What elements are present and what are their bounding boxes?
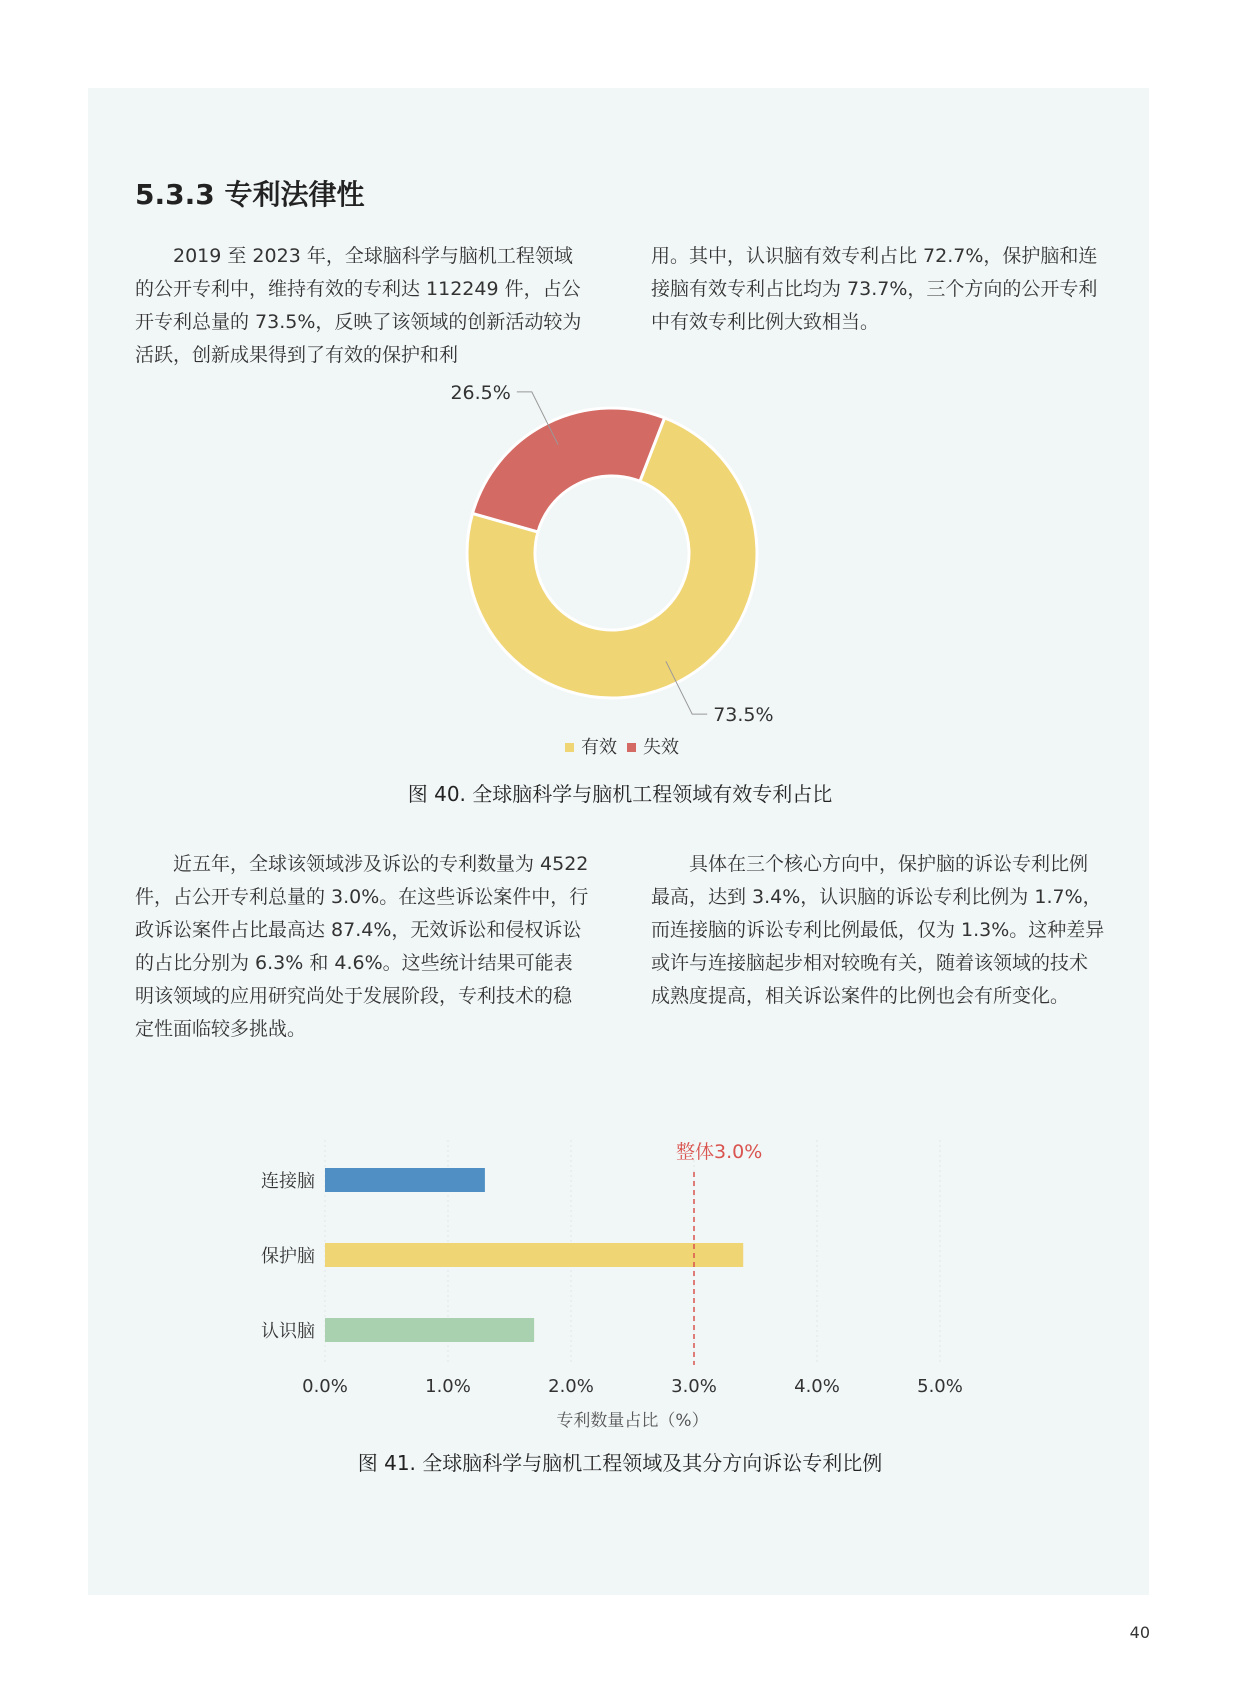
- figure-40-caption: 图 40. 全球脑科学与脑机工程领域有效专利占比: [407, 782, 833, 806]
- paragraph-2-left: 近五年，全球该领域涉及诉讼的专利数量为 4522 件，占公开专利总量的 3.0%。在这些诉讼案件中，行政诉讼案件占比最高达 87.4%，无效诉讼和侵权诉讼的占比分别为 6.3% 和 4.6%。这些统计结果可能表明该领域的应用研究尚处于发展阶段，专利技术的稳定性面临较多挑战。: [135, 853, 589, 1040]
- legend-swatch-有效: [565, 743, 574, 752]
- category-label-保护脑: 保护脑: [261, 1246, 315, 1267]
- legend-swatch-失效: [627, 743, 636, 752]
- x-tick-label: 2.0%: [548, 1376, 594, 1397]
- legend-label-有效: 有效: [581, 737, 617, 758]
- bar-chart: [0, 1120, 1240, 1460]
- x-tick-label: 4.0%: [794, 1376, 840, 1397]
- category-label-认识脑: 认识脑: [261, 1321, 315, 1342]
- donut-chart: [0, 380, 1240, 820]
- donut-slice-失效: [473, 408, 665, 532]
- paragraph-2-right: 具体在三个核心方向中，保护脑的诉讼专利比例最高，达到 3.4%，认识脑的诉讼专利比例为 1.7%，而连接脑的诉讼专利比例最低，仅为 1.3%。这种差异或许与连接脑起步相对较晚有关，随着该领域的技术成熟度提高，相关诉讼案件的比例也会有所变化。: [651, 853, 1105, 1007]
- x-tick-label: 3.0%: [671, 1376, 717, 1397]
- section-title: 5.3.3 专利法律性: [135, 178, 365, 211]
- bar-保护脑: [325, 1243, 743, 1267]
- paragraph-1-right: 用。其中，认识脑有效专利占比 72.7%，保护脑和连接脑有效专利占比均为 73.7%，三个方向的公开专利中有效专利比例大致相当。: [651, 245, 1098, 333]
- figure-41-caption: 图 41. 全球脑科学与脑机工程领域及其分方向诉讼专利比例: [357, 1451, 883, 1475]
- x-tick-label: 5.0%: [917, 1376, 963, 1397]
- value-label-失效: 26.5%: [450, 381, 511, 404]
- paragraph-1-left: 2019 至 2023 年，全球脑科学与脑机工程领域的公开专利中，维持有效的专利达 112249 件，占公开专利总量的 73.5%，反映了该领域的创新活动较为活跃，创新成果得到了有效的保护和利: [135, 245, 582, 366]
- legend-label-失效: 失效: [643, 737, 679, 758]
- value-label-有效: 73.5%: [713, 704, 774, 727]
- bar-连接脑: [325, 1168, 485, 1192]
- page-number: 40: [1129, 1623, 1150, 1642]
- bar-认识脑: [325, 1318, 534, 1342]
- x-tick-label: 1.0%: [425, 1376, 471, 1397]
- reference-line-label: 整体3.0%: [676, 1141, 763, 1163]
- category-label-连接脑: 连接脑: [261, 1171, 315, 1192]
- x-tick-label: 0.0%: [302, 1376, 348, 1397]
- x-axis-title: 专利数量占比（%）: [556, 1411, 709, 1431]
